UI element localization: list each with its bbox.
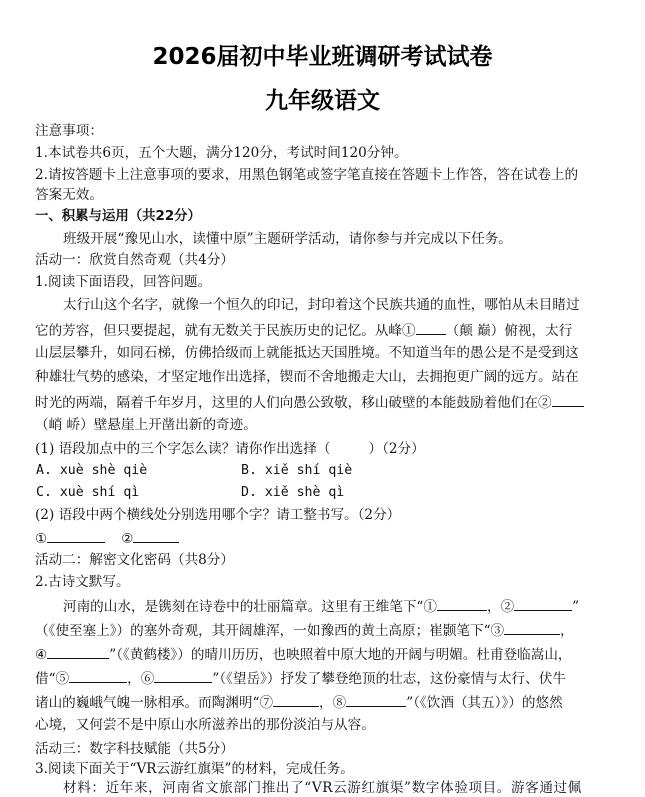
answer-blank-1[interactable]: [416, 320, 446, 335]
activity-1-heading: 活动一：欣赏自然奇观（共4分）: [35, 252, 234, 268]
sub-question-2-answers: [35, 528, 620, 548]
answer-blank-2[interactable]: [552, 392, 584, 407]
poem-text: ”（《黄鹤楼》）的晴川历历，也映照着中原大地的开阔与明媚。杜甫登临嵩山，: [109, 647, 572, 663]
answer-blank-11[interactable]: [273, 692, 319, 707]
activity-3-heading: 活动三：数字科技赋能（共5分）: [35, 741, 234, 757]
poem-text: ，⑥: [127, 671, 155, 687]
sub-question-text: (1) 语段加点中的三个字怎么读？请你作出选择（: [35, 441, 331, 457]
answer-blank-3[interactable]: [47, 528, 105, 543]
option-a[interactable]: A. xuè shè qiè: [36, 463, 148, 478]
poem-text: 诸山的巍峨气魄一脉相承。而陶渊明“⑦: [35, 695, 274, 711]
poem-text: ”: [572, 599, 580, 615]
notice-label: 注意事项：: [35, 123, 103, 139]
answer-blank-8[interactable]: [47, 644, 109, 659]
notice-item-2: 2.请按答题卡上注意事项的要求，用黑色钢笔或签字笔直接在答题卡上作答，答在试卷上的: [35, 167, 579, 183]
passage-line: [35, 392, 620, 412]
poem-text: ，②: [486, 599, 515, 615]
answer-blank-10[interactable]: [154, 668, 212, 683]
option-b[interactable]: B. xiě shí qiè: [241, 463, 353, 478]
poem-text: ”（《望岳》）抒发了攀登绝顶的壮志，这份豪情与太行、伏牛: [212, 671, 566, 687]
sub-question-1: [35, 440, 620, 458]
answer-mark-2: ②: [121, 531, 134, 547]
poem-line: [35, 620, 620, 640]
exam-title: 2026届初中毕业班调研考试试卷: [152, 44, 493, 70]
activity-2-heading: 活动二：解密文化密码（共8分）: [35, 552, 234, 568]
exam-subtitle: 九年级语文: [265, 88, 380, 114]
poem-text: 河南的山水，是镌刻在诗卷中的壮丽篇章。这里有王维笔下“①: [63, 599, 437, 615]
answer-blank-7[interactable]: [504, 620, 560, 635]
passage-line: [35, 320, 620, 340]
sub-question-2: (2) 语段中两个横线处分别选用哪个字？请工整书写。（2分）: [35, 507, 401, 523]
notice-item-2-cont: 答案无效。: [35, 187, 103, 203]
option-d[interactable]: D. xiě shè qì: [241, 485, 345, 500]
passage-text: （颠 巅）俯视，太行: [445, 323, 573, 339]
passage-text: 它的芳容，但只要提起，就有无数关于民族历史的记忆。从峰①: [35, 323, 416, 339]
poem-line: [35, 692, 620, 712]
answer-blank-6[interactable]: [514, 596, 572, 611]
poem-line: 心境，又何尝不是中原山水所滋养出的那份淡泊与从容。: [35, 717, 375, 733]
passage-text: 时光的两端，隔着千年岁月，这里的人们向愚公致敬，移山破壁的本能鼓励着他们在②: [35, 395, 552, 411]
option-c[interactable]: C. xuè shí qì: [36, 485, 140, 500]
answer-blank-5[interactable]: [437, 596, 487, 611]
poem-text: ”（《饮酒（其五）》）的悠然: [406, 695, 563, 711]
sub-question-tail: ）（2分）: [368, 441, 425, 457]
question-1: 1.阅读下面语段，回答问题。: [35, 274, 212, 290]
poem-line: [35, 596, 620, 616]
passage-line: 种雄壮气势的感染，才坚定地作出选择，锲而不舍地搬走大山，去拥抱更广阔的远方。站在: [35, 369, 579, 385]
section-heading: 一、积累与运用（共22分）: [35, 209, 201, 224]
poem-text: ④: [35, 647, 48, 663]
poem-line: [35, 644, 620, 664]
poem-line: [35, 668, 620, 688]
answer-mark-1: ①: [35, 531, 48, 547]
passage-line: （峭 峤）壁悬崖上开凿出新的奇迹。: [35, 417, 257, 433]
poem-text: 借“⑤: [35, 671, 70, 687]
answer-blank-4[interactable]: [133, 528, 179, 543]
question-3: 3.阅读下面关于“VR云游红旗渠”的材料，完成任务。: [35, 761, 354, 777]
passage-line: 山层层攀升，如同石梯，仿佛拾级而上就能抵达天国胜境。不知道当年的愚公是不是受到这: [35, 345, 579, 361]
section-intro: 班级开展“豫见山水，读懂中原”主题研学活动，请你参与并完成以下任务。: [63, 231, 512, 247]
material-text: 材料：近年来，河南省文旅部门推出了“VR云游红旗渠”数字体验项目。游客通过佩: [63, 780, 582, 796]
answer-blank-9[interactable]: [69, 668, 127, 683]
answer-blank-12[interactable]: [346, 692, 406, 707]
poem-text: （《使至塞上》）的塞外奇观，其开阔雄浑，一如豫西的黄土高原；崔颢笔下“③: [35, 623, 505, 639]
notice-item-1: 1.本试卷共6页，五个大题，满分120分，考试时间120分钟。: [35, 145, 408, 161]
poem-text: ，: [560, 623, 574, 639]
passage-line: 太行山这个名字，就像一个恒久的印记，封印着这个民族共通的血性，哪怕从未目睹过: [63, 297, 580, 313]
question-2: 2.古诗文默写。: [35, 574, 130, 590]
poem-text: ，⑧: [319, 695, 347, 711]
